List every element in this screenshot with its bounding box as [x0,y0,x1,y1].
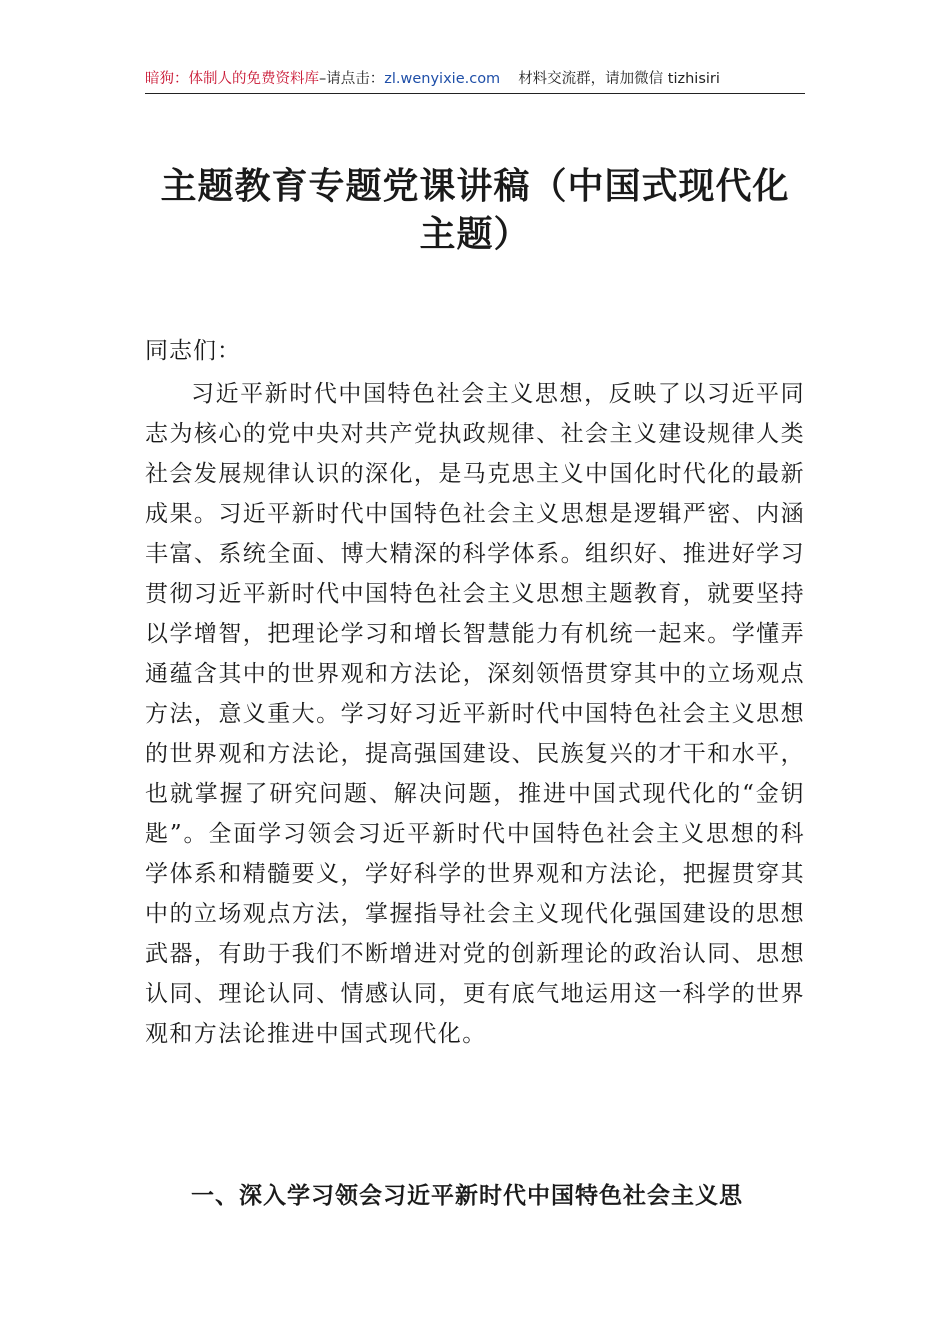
header-contact: 材料交流群，请加微信 tizhisiri [518,71,720,87]
document-title: 主题教育专题党课讲稿（中国式现代化主题） [160,165,790,255]
header-brand: 暗狗：体制人的免费资料库 [145,71,319,87]
salutation: 同志们： [145,338,241,364]
section-heading: 一、深入学习领会习近平新时代中国特色社会主义思 [191,1183,743,1209]
body-paragraph: 习近平新时代中国特色社会主义思想，反映了以习近平同志为核心的党中央对共产党执政规律、社会主义建设规律人类社会发展规律认识的深化，是马克思主义中国化时代化的最新成果。习近平新时代中国特色社会主义思想是逻辑严密、内涵丰富、系统全面、博大精深的科学体系。组织好、推进好学习贯彻习近平新时代中国特色社会主义思想主题教育，就要坚持以学增智，把理论学习和增长智慧能力有机统一起来。学懂弄通蕴含其中的世界观和方法论，深刻领悟贯穿其中的立场观点方法，意义重大。学习好习近平新时代中国特色社会主义思想的世界观和方法论，提高强国建设、民族复兴的才干和水平，也就掌握了研究问题、解决问题，推进中国式现代化的“金钥匙”。全面学习领会习近平新时代中国特色社会主义思想的科学体系和精髓要义，学好科学的世界观和方法论，把握贯穿其中的立场观点方法，掌握指导社会主义现代化强国建设的思想武器，有助于我们不断增进对党的创新理论的政治认同、思想认同、理论认同、情感认同，更有底气地运用这一科学的世界观和方法论推进中国式现代化。 [145,381,805,1047]
page-header [145,68,805,90]
header-divider [145,93,805,94]
header-click-prompt: –请点击： [319,71,385,87]
header-url-link[interactable]: zl.wenyixie.com [384,71,501,87]
